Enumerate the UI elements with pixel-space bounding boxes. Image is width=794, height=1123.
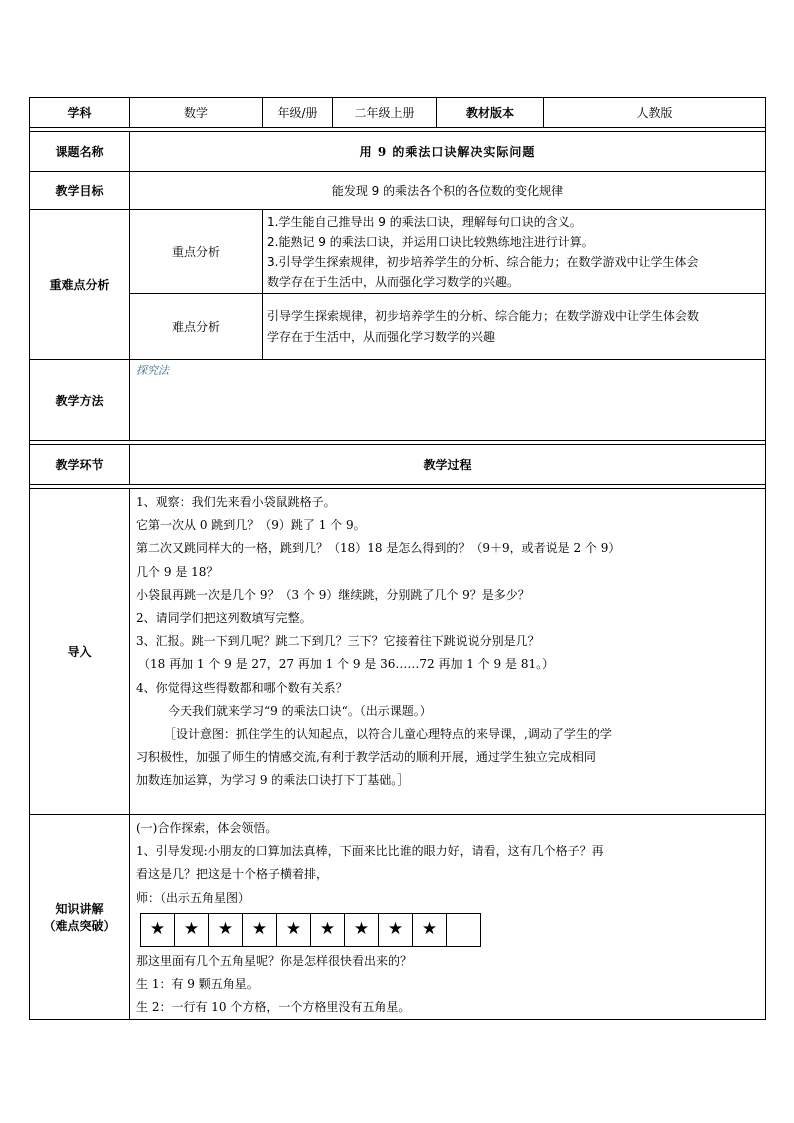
knowledge-content xyxy=(130,815,766,1020)
star-cell: ★ xyxy=(277,913,311,946)
difficult-analysis-text xyxy=(263,294,766,360)
key-point: 数学存在于生活中，从而强化学习数学的兴趣。 xyxy=(267,274,520,289)
process-header: 教学过程 xyxy=(130,445,766,485)
knowledge-line: 1、引导发现:小朋友的口算加法真棒，下面来比比谁的眼力好，请看，这有几个格子？再 xyxy=(136,844,604,859)
star-grid xyxy=(140,913,481,947)
intro-line: 几个 9 是 18？ xyxy=(136,564,219,579)
method-cell xyxy=(130,360,766,441)
goal-row xyxy=(30,172,766,210)
star-cell: ★ xyxy=(345,913,379,946)
knowledge-label-cell xyxy=(30,815,130,1020)
star-cell: ★ xyxy=(379,913,413,946)
lesson-name-label: 课题名称 xyxy=(30,132,130,172)
intro-line: 加数连加运算，为学习 9 的乘法口诀打下丁基础。］ xyxy=(136,773,410,788)
intro-line: 习积极性，加强了师生的情感交流,有利于教学活动的顺利开展，通过学生独立完成相同 xyxy=(136,750,596,765)
difficult-analysis-label: 难点分析 xyxy=(130,294,263,360)
star-cell: ★ xyxy=(141,913,175,946)
star-cell: ★ xyxy=(311,913,345,946)
knowledge-row xyxy=(30,815,766,1020)
intro-row xyxy=(30,489,766,815)
grade-value: 二年级上册 xyxy=(333,98,437,128)
lesson-title: 用 9 的乘法口诀解决实际问题 xyxy=(130,132,766,172)
knowledge-line: 那这里面有几个五角星呢？你是怎样很快看出来的？ xyxy=(136,953,413,968)
knowledge-sublabel: （难点突破） xyxy=(43,919,116,934)
key-analysis-label: 重点分析 xyxy=(130,210,263,294)
intro-line: 4、你觉得这些得数都和哪个数有关系？ xyxy=(136,680,348,695)
grade-label: 年级/册 xyxy=(263,98,333,128)
difficult-analysis-row xyxy=(30,294,766,360)
knowledge-line: 看这是几？把这是十个格子横着排， xyxy=(136,867,329,882)
key-point: 1.学生能自己推导出 9 的乘法口诀，理解每句口诀的含义。 xyxy=(267,214,582,229)
subject-value: 数学 xyxy=(130,98,263,128)
key-point: 3.引导学生探索规律，初步培养学生的分析、综合能力；在数学游戏中让学生体会 xyxy=(267,254,699,269)
knowledge-line: 师：（出示五角星图） xyxy=(136,890,251,905)
lesson-title-row xyxy=(30,132,766,172)
header-row xyxy=(30,98,766,128)
difficult-line: 引导学生探索规律，初步培养学生的分析、综合能力；在数学游戏中让学生体会数 xyxy=(267,308,700,323)
intro-line: （18 再加 1 个 9 是 27，27 再加 1 个 9 是 36……72 再加 1 个 9 是 81。） xyxy=(138,657,555,672)
knowledge-line: 生 1：有 9 颗五角星。 xyxy=(136,977,259,992)
star-cell: ★ xyxy=(209,913,243,946)
analysis-label: 重难点分析 xyxy=(30,210,130,360)
intro-line: 2、请同学们把这列数填写完整。 xyxy=(136,611,312,626)
star-cell: ★ xyxy=(413,913,447,946)
knowledge-label: 知识讲解 xyxy=(55,902,104,917)
edition-value: 人教版 xyxy=(544,98,766,128)
intro-line: 第二次又跳同样大的一格，跳到几？（18）18 是怎么得到的？（9＋9，或者说是 2 个 9） xyxy=(136,541,621,556)
intro-line: ［设计意图：抓住学生的认知起点，以符合儿童心理特点的来导课，,调动了学生的学 xyxy=(164,727,612,742)
lesson-plan-table xyxy=(29,97,766,1020)
intro-line: 3、汇报。跳一下到几呢？跳二下到几？三下？它接着往下跳说说分别是几？ xyxy=(136,634,540,649)
intro-line: 1、观察：我们先来看小袋鼠跳格子。 xyxy=(136,495,336,509)
key-analysis-row xyxy=(30,210,766,294)
star-cell: ★ xyxy=(243,913,277,946)
key-analysis-points xyxy=(263,210,766,294)
key-point: 2.能熟记 9 的乘法口诀，并运用口诀比较熟练地注进行计算。 xyxy=(267,234,594,249)
intro-content xyxy=(130,489,766,815)
goal-text: 能发现 9 的乘法各个积的各位数的变化规律 xyxy=(130,172,766,210)
subject-label: 学科 xyxy=(30,98,130,128)
goal-label: 教学目标 xyxy=(30,172,130,210)
method-row xyxy=(30,360,766,441)
difficult-line: 学存在于生活中，从而强化学习数学的兴趣 xyxy=(267,329,496,344)
process-label: 教学环节 xyxy=(30,445,130,485)
intro-label: 导入 xyxy=(30,489,130,815)
knowledge-line: 生 2：一行有 10 个方格，一个方格里没有五角星。 xyxy=(136,1000,411,1015)
edition-label: 教材版本 xyxy=(437,98,544,128)
star-cell: ★ xyxy=(175,913,209,946)
intro-line: 小袋鼠再跳一次是几个 9？（3 个 9）继续跳，分别跳了几个 9？是多少？ xyxy=(136,587,530,602)
knowledge-line: (一)合作探索，体会领悟。 xyxy=(136,821,278,835)
intro-line: 它第一次从 0 跳到几？（9）跳了 1 个 9。 xyxy=(136,518,366,533)
process-header-row xyxy=(30,445,766,485)
method-text: 探究法 xyxy=(136,364,169,377)
method-label: 教学方法 xyxy=(30,360,130,441)
empty-cell xyxy=(447,913,481,946)
intro-line: 今天我们就来学习“9 的乘法口诀“。（出示课题。） xyxy=(168,703,432,718)
